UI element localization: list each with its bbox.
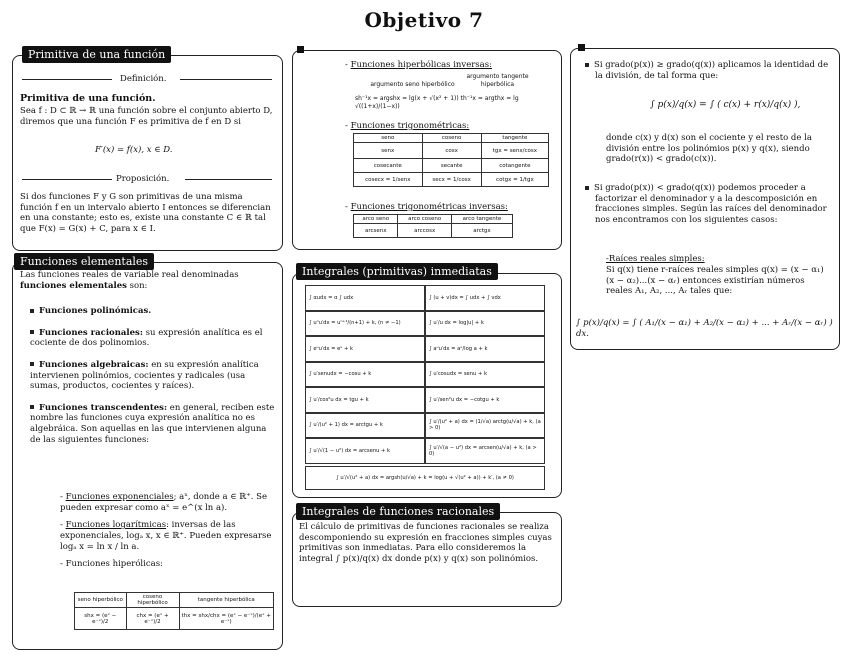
hipinv-formula: sh⁻¹x = argshx = lg(x + √(x² + 1)) th⁻¹x = argthx = lg √((1+x)/(1−x)): [355, 95, 519, 110]
proposition-text: Si dos funciones F y G son primitivas de una misma función f en un intervalo abierto I entonces se diferencian en una constante; esto es, existe una constante C ∈ ℝ tal que F(x) = G(x) + C, para x ∈ I.: [20, 192, 271, 234]
definition-formula: F′(x) = f(x), x ∈ D.: [95, 145, 173, 155]
table-header: cosecante: [354, 159, 423, 173]
integral-cell: ∫ αudx = α ∫ udx: [305, 285, 425, 311]
table-cell: cotgx = 1/tgx: [481, 173, 548, 187]
table-cell: tgx = senx/cosx: [481, 143, 548, 159]
table-header: cotangente: [481, 159, 548, 173]
divider: [22, 79, 112, 80]
table-cell: arcsenx: [354, 224, 398, 238]
proposition-label: Proposición.: [116, 174, 170, 184]
elementales-intro: Las funciones reales de variable real denominadas funciones elementales son:: [20, 270, 239, 291]
trig-table: [353, 133, 549, 187]
table-header: arco coseno: [398, 215, 451, 224]
integral-cell: ∫ u′/√(u² + a) dx = argsh(u/√a) + k = log(u + √(u² + a)) + k′, (a ≠ 0): [305, 466, 545, 490]
hyperbolic-table: [74, 592, 274, 630]
table-cell: secx = 1/cosx: [422, 173, 481, 187]
table-header: tangente: [481, 134, 548, 143]
integral-cell: ∫ u′/u dx = log|u| + k: [425, 311, 545, 337]
racionales-text: El cálculo de primitivas de funciones racionales se realiza descomponiendo su expresión en fracciones simples cuyas primitivas son inmediatas. Para ello consideremos la integral ∫ p(x)/q(x) dx donde p(x) y q(x) son polinómios.: [299, 522, 552, 564]
integral-cell: ∫ u′/√(1 − u²) dx = arcsenu + k: [305, 438, 425, 464]
integral-cell: ∫ u′/(u² + 1) dx = arctgu + k: [305, 413, 425, 439]
table-cell: shx = (eˣ − e⁻ˣ)/2: [75, 608, 127, 630]
table-header: arco tangente: [451, 215, 512, 224]
simple-roots-text: Si q(x) tiene r-raíces reales simples q(x) = (x − α₁)(x − α₂)...(x − αᵣ) entonces existirían números reales A₁, A₂, ..., Aᵣ tales que:: [606, 265, 824, 297]
table-header: arco seno: [354, 215, 398, 224]
triginv-title: - Funciones trigonométricas inversas:: [345, 202, 508, 212]
list-item: - Funciones exponenciales; aˣ, donde a ∈ ℝ⁺. Se pueden expresar como aˣ = e^(x ln a).: [60, 492, 268, 513]
table-cell: arccosx: [398, 224, 451, 238]
integral-cell: ∫ (u + v)dx = ∫ udx + ∫ vdx: [425, 285, 545, 311]
racionales-header: Integrales de funciones racionales: [296, 503, 500, 520]
table-cell: chx = (eˣ + e⁻ˣ)/2: [126, 608, 179, 630]
division-formula: ∫ p(x)/q(x) = ∫ ( c(x) + r(x)/q(x) ),: [650, 100, 801, 110]
hipinv-title: - Funciones hiperbólicas inversas:: [345, 60, 492, 70]
list-item: Funciones racionales: su expresión analítica es el cociente de dos polinomios.: [30, 327, 263, 349]
integral-cell: ∫ aᵘu′dx = aᵘ/log a + k: [425, 336, 545, 362]
simple-roots-title: -Raíces reales simples:: [606, 254, 705, 264]
table-header: tangente hiperbólica: [179, 593, 273, 608]
page-title: Objetivo 7: [364, 8, 484, 32]
elementales-header: Funciones elementales: [14, 253, 154, 270]
division-text: donde c(x) y d(x) son el cociente y el resto de la división entre los polinómios p(x) y q(x), siendo grado(r(x)) < grado(c(x)).: [606, 133, 812, 165]
table-cell: cosx: [422, 143, 481, 159]
list-item: Funciones polinómicas.: [30, 306, 275, 317]
table-header: coseno: [422, 134, 481, 143]
list-item: - Funciones logarítmicas: inversas de las exponenciales, logₐ x, x ∈ ℝ⁺. Pueden expresarse logₐ x = ln x / ln a.: [60, 520, 272, 552]
list-item: - Funciones hiperólicas:: [60, 559, 163, 570]
partial-fractions-formula: ∫ p(x)/q(x) = ∫ ( A₁/(x − α₁) + A₂/(x − α₂) + ... + Aᵣ/(x − αᵣ) ) dx.: [576, 318, 833, 339]
table-header: seno hiperbólico: [75, 593, 127, 608]
transcendent-sublist: [60, 492, 275, 570]
integral-cell: ∫ u′/cos²u dx = tgu + k: [305, 387, 425, 413]
table-header: seno: [354, 134, 423, 143]
integral-cell: ∫ u′/√(a − u²) dx = arcsen(u/√a) + k, (a > 0): [425, 438, 545, 464]
divider: [185, 179, 272, 180]
list-item: Funciones algebraicas: en su expresión analítica intervienen polinómios, cocientes y radicales (usa sumas, productos, cocientes y raíces).: [30, 359, 259, 392]
bullet-division: Si grado(p(x)) ≥ grado(q(x)) aplicamos la identidad de la división, de tal forma que:: [595, 60, 830, 81]
definition-title: Primitiva de una función.: [20, 93, 156, 104]
table-header: coseno hiperbólico: [126, 593, 179, 608]
table-cell: cosecx = 1/senx: [354, 173, 423, 187]
divider: [180, 79, 272, 80]
inmediatas-header: Integrales (primitivas) inmediatas: [296, 263, 498, 280]
corner-marker: [578, 44, 585, 51]
integral-cell: ∫ uⁿu′dx = uⁿ⁺¹/(n+1) + k, (n ≠ −1): [305, 311, 425, 337]
bullet-fracciones: Si grado(p(x)) < grado(q(x)) podemos proceder a factorizar el denominador y a la descomposición en fracciones simples. Según las raíces del denominador nos encontramos con los siguientes casos:: [595, 183, 830, 226]
list-item: Funciones transcendentes: en general, reciben este nombre las funciones cuya expresión analítica no es algebráica. Son aquellas en las que intervienen alguna de las siguientes funciones:: [30, 402, 275, 445]
definition-text: Sea f : D ⊂ ℝ → ℝ una función sobre el conjunto abierto D, diremos que una función F es primitiva de f en D si: [20, 106, 273, 127]
elementales-list: [30, 306, 275, 445]
trig-title: - Funciones trigonométricas:: [345, 121, 470, 131]
primitiva-header: Primitiva de una función: [22, 46, 171, 63]
integral-cell: ∫ u′senudx = −cosu + k: [305, 362, 425, 388]
corner-marker: [297, 46, 304, 53]
integral-cell: ∫ u′/(u² + a) dx = (1/√a) arctg(u/√a) + k, (a > 0): [425, 413, 545, 439]
triginv-table: [353, 214, 513, 238]
table-header: secante: [422, 159, 481, 173]
integral-cell: ∫ eᵘu′dx = eᵘ + k: [305, 336, 425, 362]
integral-cell: ∫ u′cosudx = senu + k: [425, 362, 545, 388]
integral-cell: ∫ u′/sen²u dx = −cotgu + k: [425, 387, 545, 413]
divider: [22, 179, 112, 180]
table-cell: senx: [354, 143, 423, 159]
hipinv-headers: argumento seno hiperbólicoargumento tangente hiperbólica: [370, 73, 529, 88]
definition-label: Definición.: [120, 74, 167, 84]
table-cell: thx = shx/chx = (eˣ − e⁻ˣ)/(eˣ + e⁻ˣ): [179, 608, 273, 630]
table-cell: arctgx: [451, 224, 512, 238]
